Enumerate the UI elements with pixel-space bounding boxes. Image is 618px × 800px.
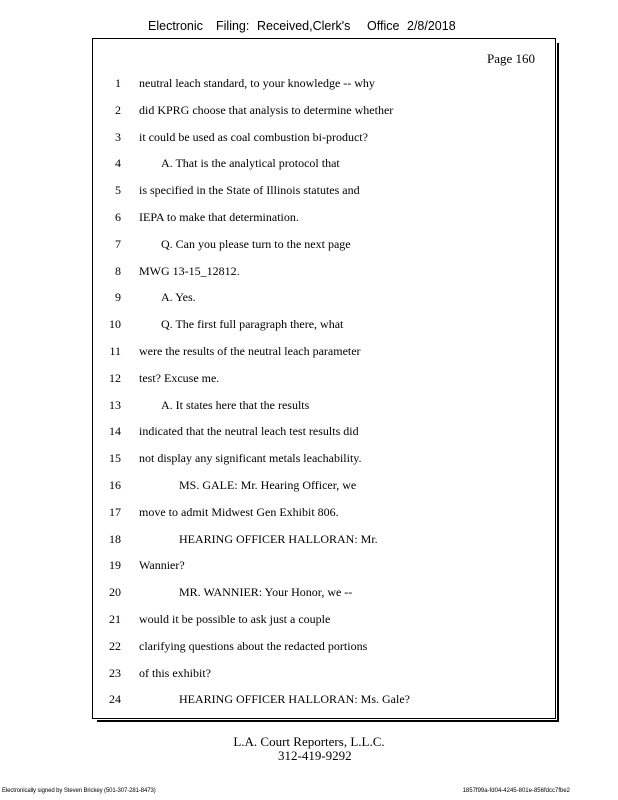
line-text: of this exhibit? — [139, 665, 211, 680]
transcript-line — [93, 210, 555, 228]
transcript-line — [93, 666, 555, 684]
line-number: 9 — [115, 290, 121, 305]
transcript-line — [93, 692, 555, 710]
transcript-line — [93, 183, 555, 201]
line-text: Q. Can you please turn to the next page — [161, 236, 351, 251]
line-text: is specified in the State of Illinois statutes and — [139, 183, 360, 198]
line-number: 14 — [109, 424, 121, 439]
line-text: MS. GALE: Mr. Hearing Officer, we — [179, 478, 357, 492]
transcript-line — [93, 451, 555, 469]
document-hash: 1857f99a-fd04-4245-801e-856fdcc7fbe2 — [462, 788, 570, 794]
line-number: 15 — [109, 451, 121, 466]
line-number: 24 — [109, 692, 121, 707]
transcript-line — [93, 639, 555, 657]
line-text: MR. WANNIER: Your Honor, we -- — [179, 585, 353, 600]
transcript-line — [93, 290, 555, 308]
line-text: MWG 13-15_12812. — [139, 263, 240, 278]
line-number: 5 — [115, 183, 121, 198]
transcript-line — [93, 478, 555, 496]
electronic-signature: Electronically signed by Steven Brickey (501-307-281-8473) — [2, 788, 156, 794]
transcript-line — [93, 424, 555, 442]
line-text: Q. The first full paragraph there, what — [161, 317, 344, 332]
transcript-line — [93, 371, 555, 389]
transcript-page — [92, 38, 556, 719]
line-number: 16 — [109, 478, 121, 492]
transcript-line — [93, 398, 555, 416]
filing-header-filing: Filing: — [216, 19, 250, 33]
line-text: were the results of the neutral leach parameter — [139, 344, 361, 358]
line-number: 22 — [109, 638, 121, 653]
transcript-line — [93, 558, 555, 576]
filing-header-office: Office — [367, 19, 400, 33]
line-number: 3 — [115, 129, 121, 144]
transcript-line — [93, 612, 555, 630]
line-text: would it be possible to ask just a couple — [139, 612, 331, 626]
transcript-line — [93, 156, 555, 174]
line-text: move to admit Midwest Gen Exhibit 806. — [139, 504, 339, 519]
page-number: Page 160 — [486, 51, 535, 66]
transcript-line — [93, 130, 555, 148]
line-text: A. That is the analytical protocol that — [161, 156, 340, 171]
transcript-line — [93, 264, 555, 282]
line-text: HEARING OFFICER HALLORAN: Mr. — [179, 531, 378, 546]
transcript-line — [93, 532, 555, 550]
transcript-line — [93, 237, 555, 255]
line-text: HEARING OFFICER HALLORAN: Ms. Gale? — [179, 692, 410, 707]
filing-header — [0, 19, 618, 35]
line-text: it could be used as coal combustion bi-product? — [139, 129, 368, 144]
line-text: clarifying questions about the redacted portions — [139, 638, 368, 653]
line-number: 7 — [115, 236, 121, 251]
filing-header-received: Received,Clerk's — [257, 19, 351, 33]
line-number: 8 — [115, 263, 121, 278]
filing-header-electronic: Electronic — [148, 19, 203, 33]
line-number: 10 — [109, 317, 121, 332]
line-number: 6 — [115, 210, 121, 224]
filing-header-date: 2/8/2018 — [407, 19, 456, 33]
line-number: 21 — [109, 612, 121, 626]
line-text: did KPRG choose that analysis to determine whether — [139, 102, 394, 117]
footer-company: L.A. Court Reporters, L.L.C. — [233, 734, 385, 749]
transcript-line — [93, 76, 555, 94]
line-number: 17 — [109, 504, 121, 519]
line-text: neutral leach standard, to your knowledge -- why — [139, 76, 375, 90]
line-number: 18 — [109, 531, 121, 546]
line-text: A. It states here that the results — [161, 397, 310, 412]
line-text: not display any significant metals leachability. — [139, 451, 362, 466]
transcript-line — [93, 505, 555, 523]
line-number: 23 — [109, 665, 121, 680]
line-number: 12 — [109, 370, 121, 385]
transcript-line — [93, 103, 555, 121]
line-number: 2 — [115, 102, 121, 117]
transcript-line — [93, 585, 555, 603]
line-number: 13 — [109, 397, 121, 412]
line-number: 4 — [115, 156, 121, 171]
line-text: test? Excuse me. — [139, 370, 220, 385]
line-text: Wannier? — [139, 558, 185, 573]
line-text: IEPA to make that determination. — [139, 210, 299, 224]
transcript-line — [93, 344, 555, 362]
line-number: 20 — [109, 585, 121, 600]
line-text: A. Yes. — [161, 290, 196, 305]
footer-phone: 312-419-9292 — [278, 748, 352, 763]
transcript-line — [93, 317, 555, 335]
line-number: 1 — [115, 76, 121, 90]
line-text: indicated that the neutral leach test results did — [139, 424, 359, 439]
line-number: 19 — [109, 558, 121, 573]
line-number: 11 — [109, 344, 121, 358]
